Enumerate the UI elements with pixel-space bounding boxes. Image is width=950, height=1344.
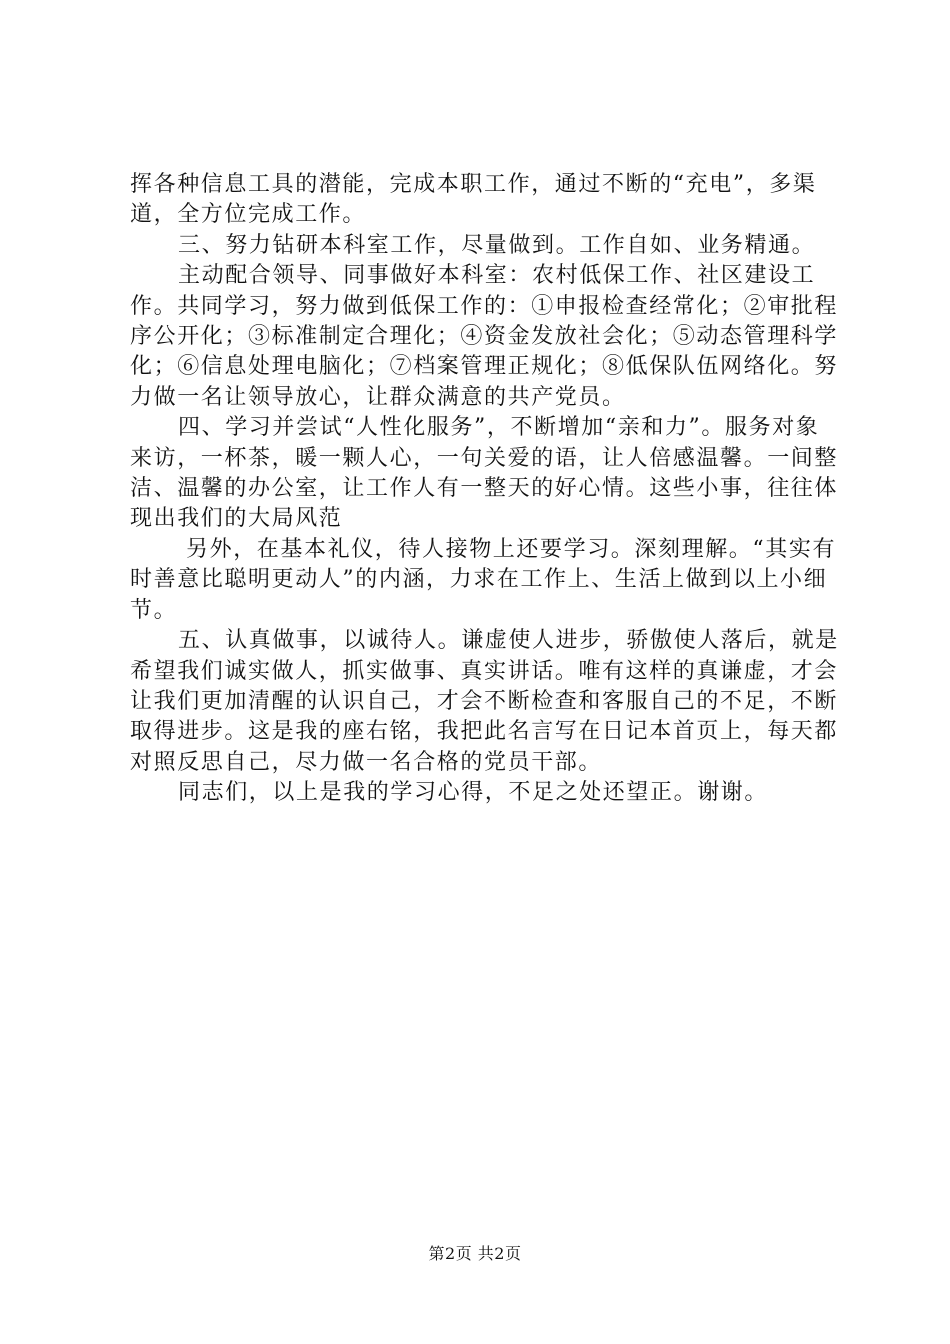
paragraph-closing: 同志们，以上是我的学习心得，不足之处还望正。谢谢。 bbox=[178, 780, 769, 806]
paragraph-etiquette: 另外，在基本礼仪，待人接物上还要学习。深刻理解。“其实有时善意比聪明更动人”的内涵，力求在工作上、生活上做到以上小细节。 bbox=[130, 536, 837, 623]
paragraph-section-five: 五、认真做事，以诚待人。谦虚使人进步，骄傲使人落后，就是希望我们诚实做人，抓实做事、真实讲话。唯有这样的真谦虚，才会让我们更加清醒的认识自己，才会不断检查和客服自己的不足，不断取得进步。这是我的座右铭，我把此名言写在日记本首页上，每天都对照反思自己，尽力做一名合格的党员干部。 bbox=[130, 628, 839, 775]
paragraph-section-three: 三、努力钻研本科室工作，尽量做到。工作自如、业务精通。 bbox=[178, 232, 816, 258]
paragraph-low-income-work: 主动配合领导、同事做好本科室：农村低保工作、社区建设工作。共同学习，努力做到低保工作的：①申报检查经常化；②审批程序公开化；③标准制定合理化；④资金发放社会化；⑤动态管理科学化；⑥信息处理电脑化；⑦档案管理正规化；⑧低保队伍网络化。努力做一名让领导放心，让群众满意的共产党员。 bbox=[130, 263, 839, 410]
paragraph-continuation: 挥各种信息工具的潜能，完成本职工作，通过不断的“充电”，多渠道，全方位完成工作。 bbox=[130, 172, 817, 228]
document-body bbox=[130, 170, 842, 809]
page-number-footer: 第2页 共2页 bbox=[428, 1244, 522, 1263]
paragraph-section-four: 四、学习并尝试“人性化服务”，不断增加“亲和力”。服务对象来访，一杯茶，暖一颗人心，一句关爱的语，让人倍感温馨。一间整洁、温馨的办公室，让工作人有一整天的好心情。这些小事，往往体现出我们的大局风范 bbox=[130, 415, 839, 532]
